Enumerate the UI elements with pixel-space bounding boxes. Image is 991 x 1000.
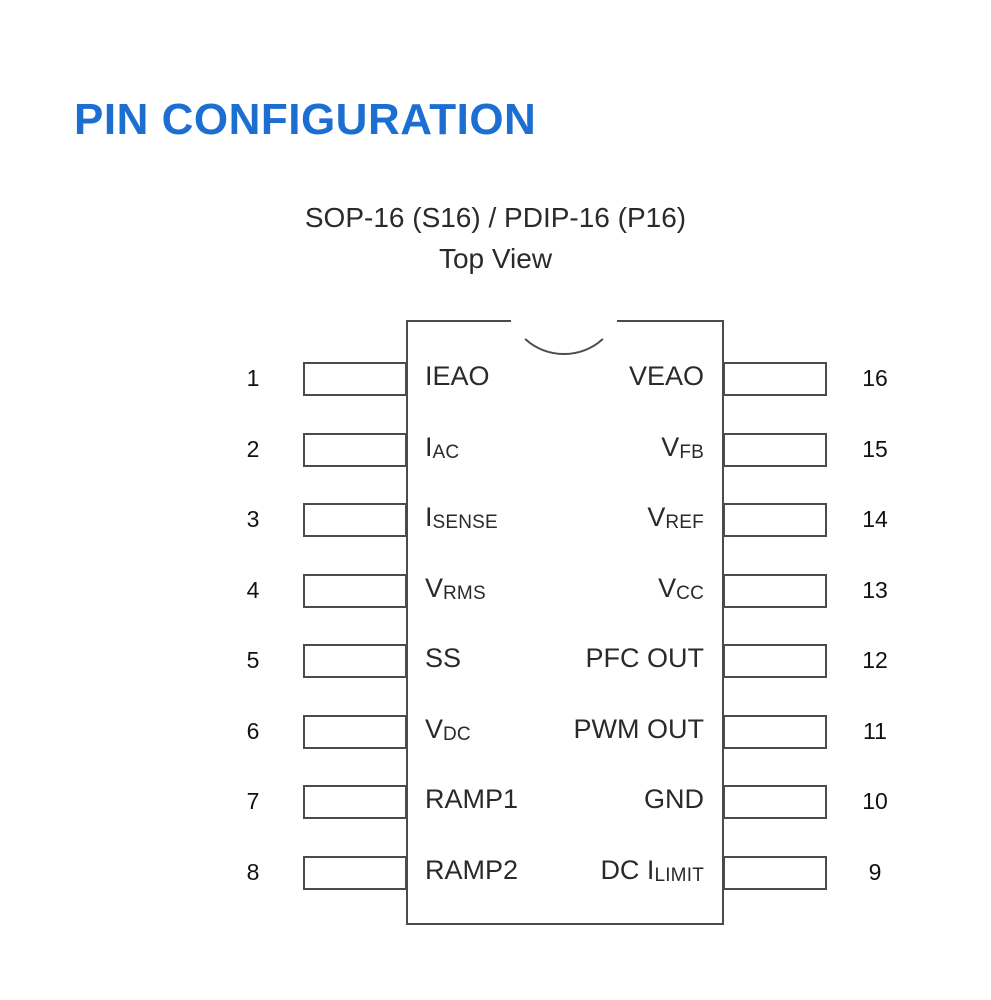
pin-number-15: 15: [862, 435, 888, 462]
pin-lead-9: [723, 856, 827, 890]
pin-label-13: VCC: [658, 572, 704, 604]
pin-number-6: 6: [246, 717, 260, 744]
package-view-label: Top View: [438, 243, 553, 274]
pin-number-8: 8: [246, 858, 260, 885]
pin-label-2: IAC: [425, 431, 460, 463]
package-title: SOP-16 (S16) / PDIP-16 (P16): [304, 202, 687, 233]
pin-label-1: IEAO: [425, 361, 490, 391]
pin-label-7: RAMP1: [425, 784, 519, 814]
pin-number-5: 5: [246, 647, 260, 673]
pin-number-14: 14: [862, 506, 888, 532]
pin-number-7: 7: [246, 788, 260, 814]
pin-label-9: DC ILIMIT: [600, 854, 704, 886]
pin-lead-15: [723, 433, 827, 467]
pin-label-16: VEAO: [628, 361, 704, 391]
pin-lead-2: [303, 433, 407, 467]
pin-number-16: 16: [862, 365, 888, 391]
pin-lead-4: [303, 574, 407, 608]
pin-lead-12: [723, 644, 827, 678]
pin-lead-13: [723, 574, 827, 608]
pin-lead-10: [723, 785, 827, 819]
pin-number-3: 3: [246, 506, 260, 532]
pin-label-6: VDC: [425, 713, 471, 745]
pin-number-2: 2: [246, 435, 260, 462]
pin-lead-6: [303, 715, 407, 749]
pin-number-4: 4: [246, 576, 260, 603]
page-title: PIN CONFIGURATION: [74, 95, 537, 144]
pin-number-1: 1: [246, 365, 260, 391]
pin-lead-5: [303, 644, 407, 678]
pin-label-10: GND: [644, 784, 704, 814]
pin-lead-3: [303, 503, 407, 537]
pin-number-10: 10: [862, 788, 888, 814]
pin-label-15: VFB: [661, 431, 704, 463]
ic-body-outline: [406, 320, 724, 925]
pin-label-8: RAMP2: [425, 854, 519, 885]
pin-lead-11: [723, 715, 827, 749]
pin-number-11: 11: [863, 717, 887, 744]
pin-lead-14: [723, 503, 827, 537]
pin-number-12: 12: [862, 647, 888, 673]
pin-number-9: 9: [868, 858, 882, 885]
pin-lead-16: [723, 362, 827, 396]
pin-label-11: PWM OUT: [573, 713, 704, 744]
pin-label-5: SS: [425, 643, 462, 673]
pin-lead-1: [303, 362, 407, 396]
pin-label-14: VREF: [647, 502, 704, 533]
pin-lead-8: [303, 856, 407, 890]
pin-label-12: PFC OUT: [585, 643, 704, 673]
pin-label-4: VRMS: [425, 572, 486, 604]
ic-notch-mask: [511, 312, 617, 322]
pin-label-3: ISENSE: [425, 502, 498, 533]
pin-lead-7: [303, 785, 407, 819]
pin-number-13: 13: [862, 576, 888, 603]
